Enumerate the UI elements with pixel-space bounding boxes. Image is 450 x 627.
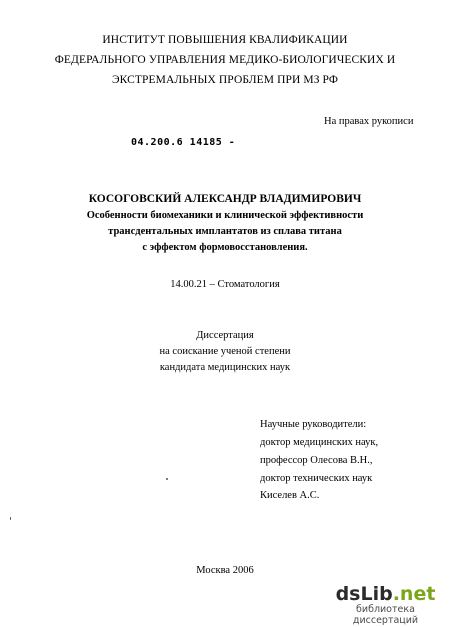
degree-line-2: на соискание ученой степени xyxy=(159,346,291,357)
supervisors-heading: Научные руководители: xyxy=(260,419,367,430)
institution-line-3: ЭКСТРЕМАЛЬНЫХ ПРОБЛЕМ ПРИ МЗ РФ xyxy=(111,74,339,86)
institution-line-1: ИНСТИТУТ ПОВЫШЕНИЯ КВАЛИФИКАЦИИ xyxy=(102,34,348,46)
supervisor-line-3: доктор технических наук xyxy=(260,473,373,484)
dslib-watermark xyxy=(328,583,443,626)
supervisor-line-1: доктор медицинских наук, xyxy=(260,437,379,448)
title-line-2: трансдентальных имплантатов из сплава титана xyxy=(108,226,342,237)
watermark-logo-suffix: .net xyxy=(392,583,436,605)
watermark-tagline: библиотека диссертаций xyxy=(352,604,419,626)
archive-stamp: 04.200.6 14185 - xyxy=(131,137,236,148)
scan-speck xyxy=(166,478,168,480)
author-name: КОСОГОВСКИЙ АЛЕКСАНДР ВЛАДИМИРОВИЧ xyxy=(88,193,362,205)
watermark-logo-prefix: dsLib xyxy=(335,583,393,605)
title-line-1: Особенности биомеханики и клинической эффективности xyxy=(86,210,364,221)
watermark-logo xyxy=(328,583,443,605)
scan-speck xyxy=(10,517,11,520)
degree-line-3: кандидата медицинских наук xyxy=(159,362,291,373)
supervisor-line-4: Киселев А.С. xyxy=(260,490,320,501)
institution-line-2: ФЕДЕРАЛЬНОГО УПРАВЛЕНИЯ МЕДИКО-БИОЛОГИЧЕСКИХ И xyxy=(54,54,396,66)
city-year: Москва 2006 xyxy=(196,565,254,576)
title-line-3: с эффектом формовосстановления. xyxy=(142,242,308,253)
degree-line-1: Диссертация xyxy=(196,330,254,341)
specialty-code: 14.00.21 – Стоматология xyxy=(170,279,280,290)
manuscript-note: На правах рукописи xyxy=(324,116,414,127)
supervisor-line-2: профессор Олесова В.Н., xyxy=(260,455,373,466)
